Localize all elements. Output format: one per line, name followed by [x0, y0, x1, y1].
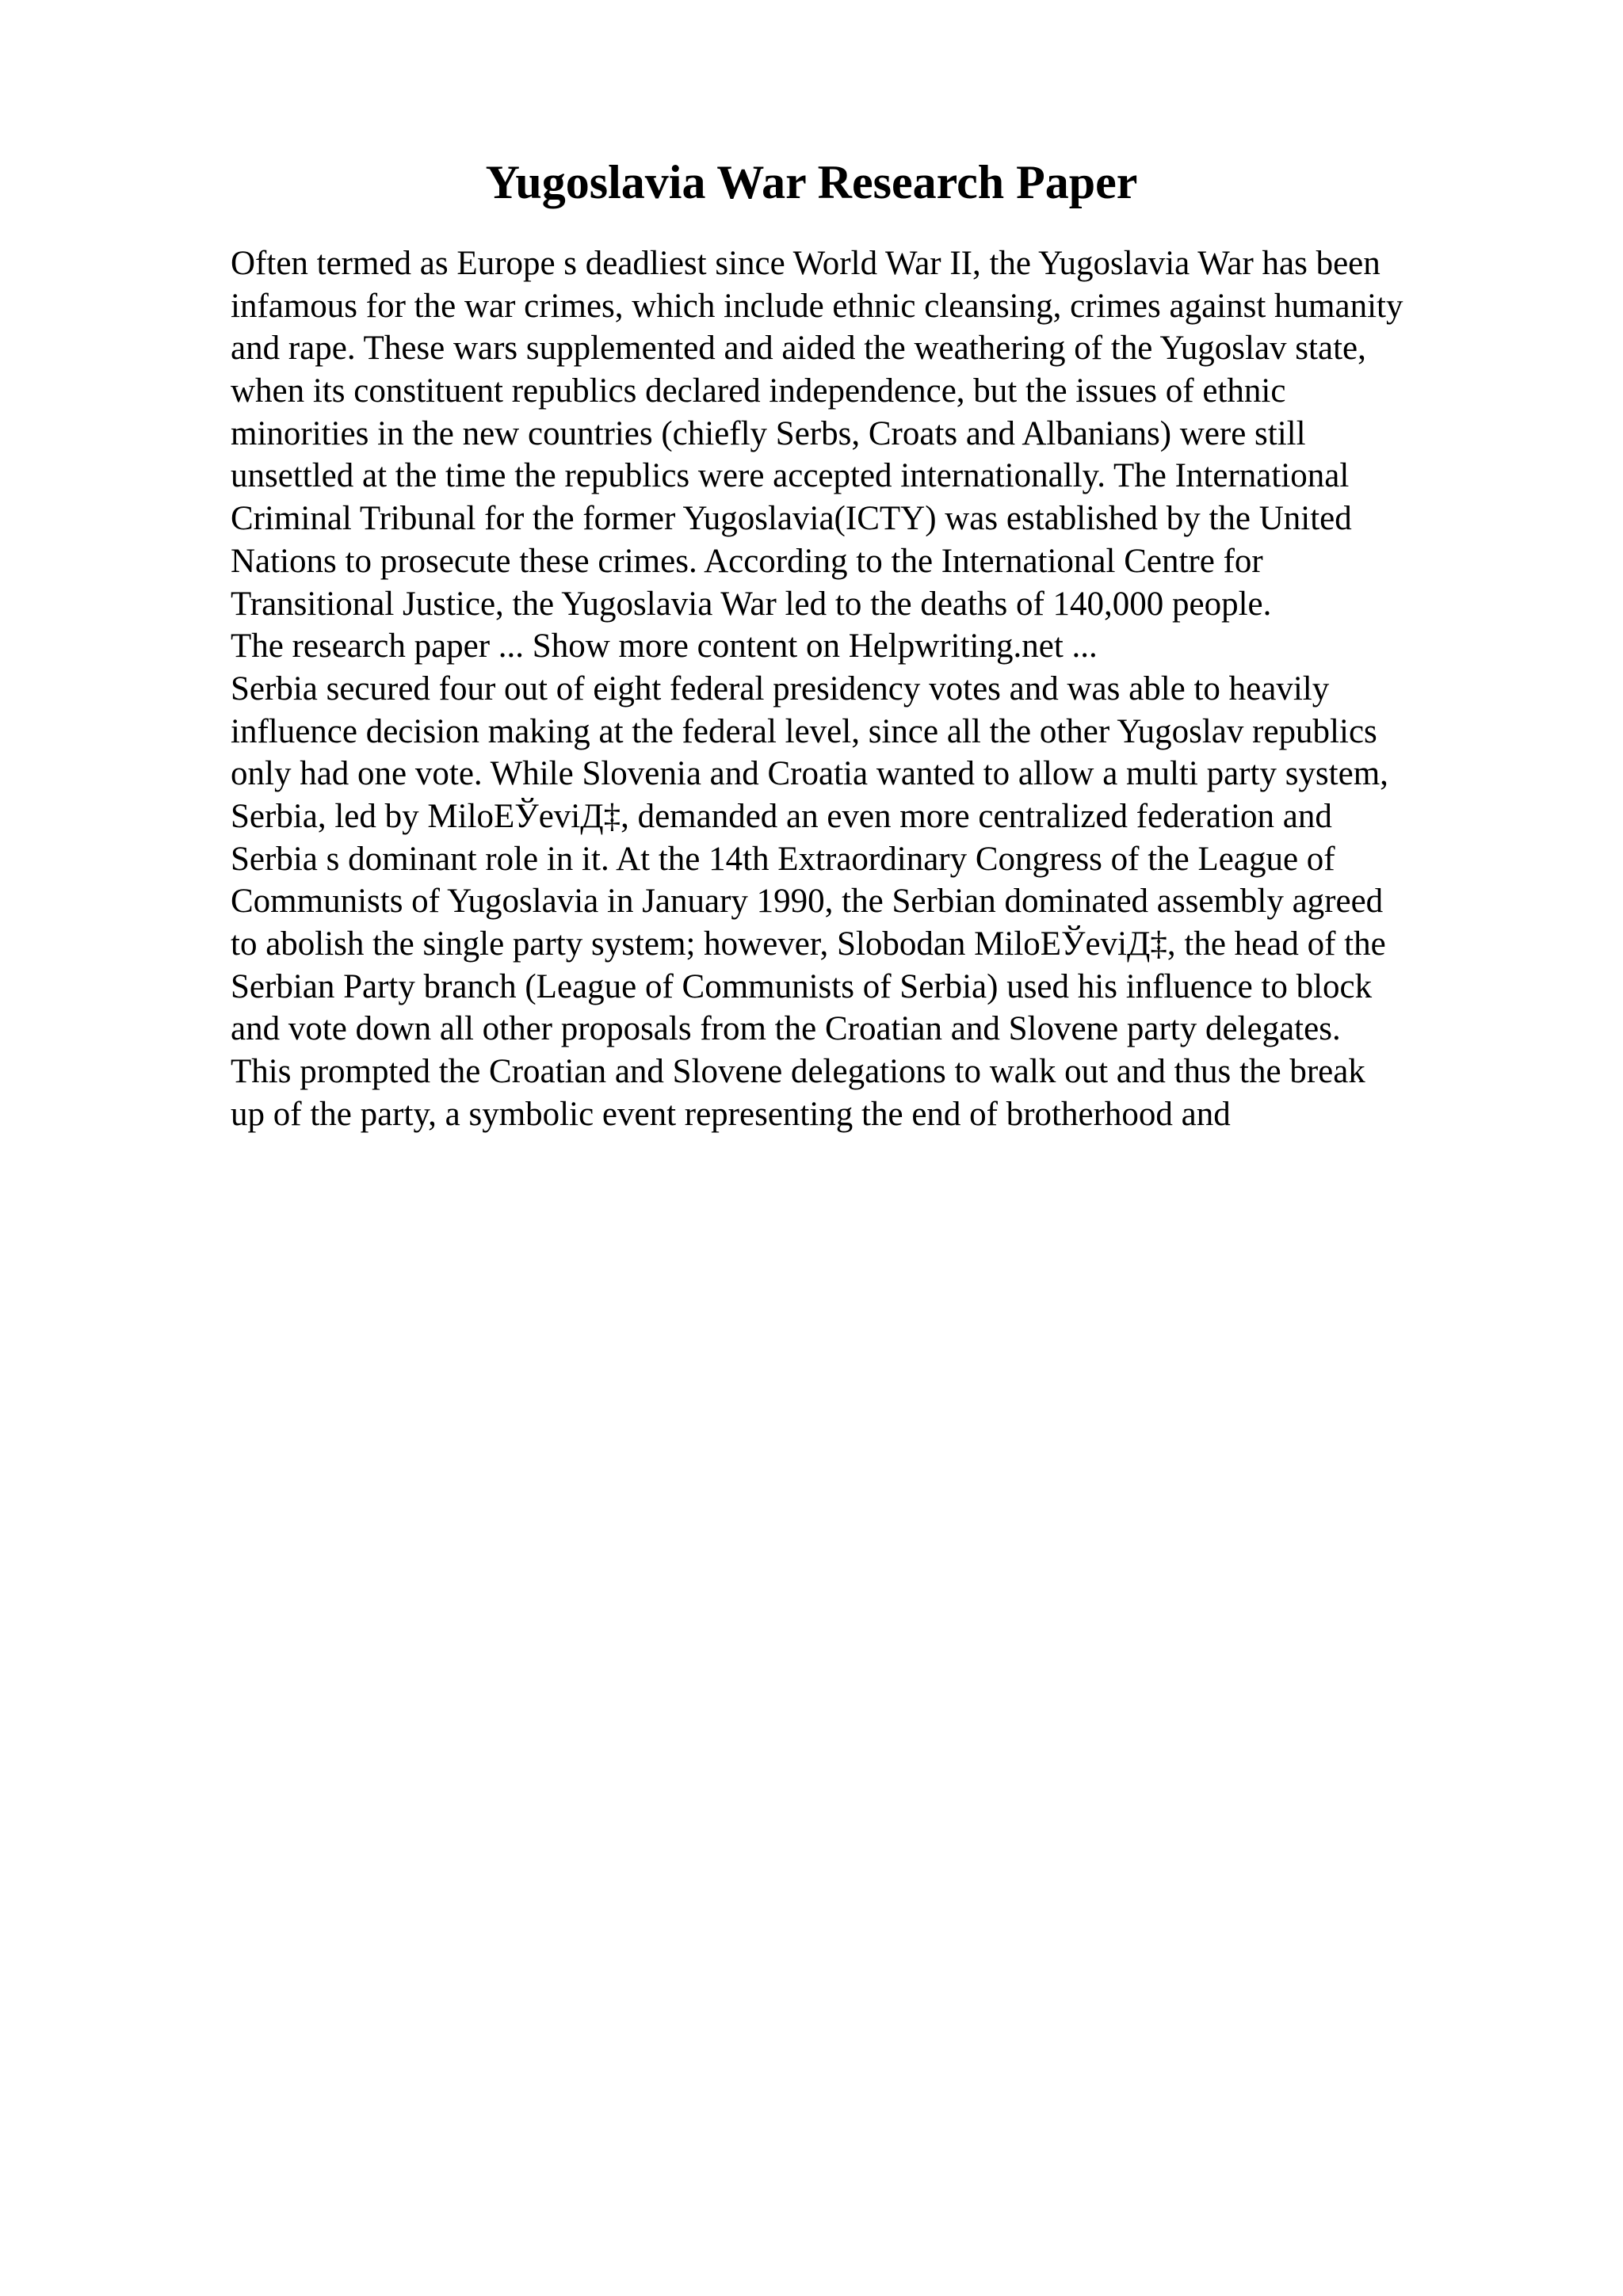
body-line: Serbia, led by MiloЕЎeviД‡, demanded an even more centralized federation and	[231, 797, 1332, 835]
body-line: Often termed as Europe s deadliest since World War II, the Yugoslavia War has been	[231, 245, 1381, 282]
body-line: Communists of Yugoslavia in January 1990, the Serbian dominated assembly agreed	[231, 883, 1384, 921]
body-line: when its constituent republics declared independence, but the issues of ethnic	[231, 372, 1286, 410]
body-line: influence decision making at the federal level, since all the other Yugoslav republics	[231, 712, 1377, 750]
body-line: only had one vote. While Slovenia and Croatia wanted to allow a multi party system,	[231, 755, 1388, 793]
body-line: up of the party, a symbolic event representing the end of brotherhood and	[231, 1095, 1231, 1133]
document-body	[231, 242, 1530, 1135]
body-line: infamous for the war crimes, which include ethnic cleansing, crimes against humanity	[231, 287, 1403, 325]
body-line: Criminal Tribunal for the former Yugoslavia(ICTY) was established by the United	[231, 500, 1352, 538]
body-line: minorities in the new countries (chiefly Serbs, Croats and Albanians) were still	[231, 414, 1306, 452]
body-line: and rape. These wars supplemented and aided the weathering of the Yugoslav state,	[231, 330, 1366, 368]
body-line: Serbia secured four out of eight federal presidency votes and was able to heavily	[231, 669, 1330, 707]
body-line: to abolish the single party system; however, Slobodan MiloЕЎeviД‡, the head of the	[231, 925, 1386, 963]
body-line: The research paper ... Show more content on Helpwriting.net ...	[231, 627, 1098, 666]
body-line: Nations to prosecute these crimes. According to the International Centre for	[231, 542, 1263, 580]
body-line: unsettled at the time the republics were accepted internationally. The International	[231, 457, 1350, 495]
body-line: Serbia s dominant role in it. At the 14th Extraordinary Congress of the League of	[231, 840, 1335, 878]
body-line: This prompted the Croatian and Slovene delegations to walk out and thus the break	[231, 1053, 1365, 1091]
body-line: Serbian Party branch (League of Communists of Serbia) used his influence to block	[231, 967, 1373, 1005]
body-line: Transitional Justice, the Yugoslavia War led to the deaths of 140,000 people.	[231, 585, 1272, 623]
body-line: and vote down all other proposals from the Croatian and Slovene party delegates.	[231, 1010, 1341, 1048]
document-title: Yugoslavia War Research Paper	[485, 156, 1138, 208]
